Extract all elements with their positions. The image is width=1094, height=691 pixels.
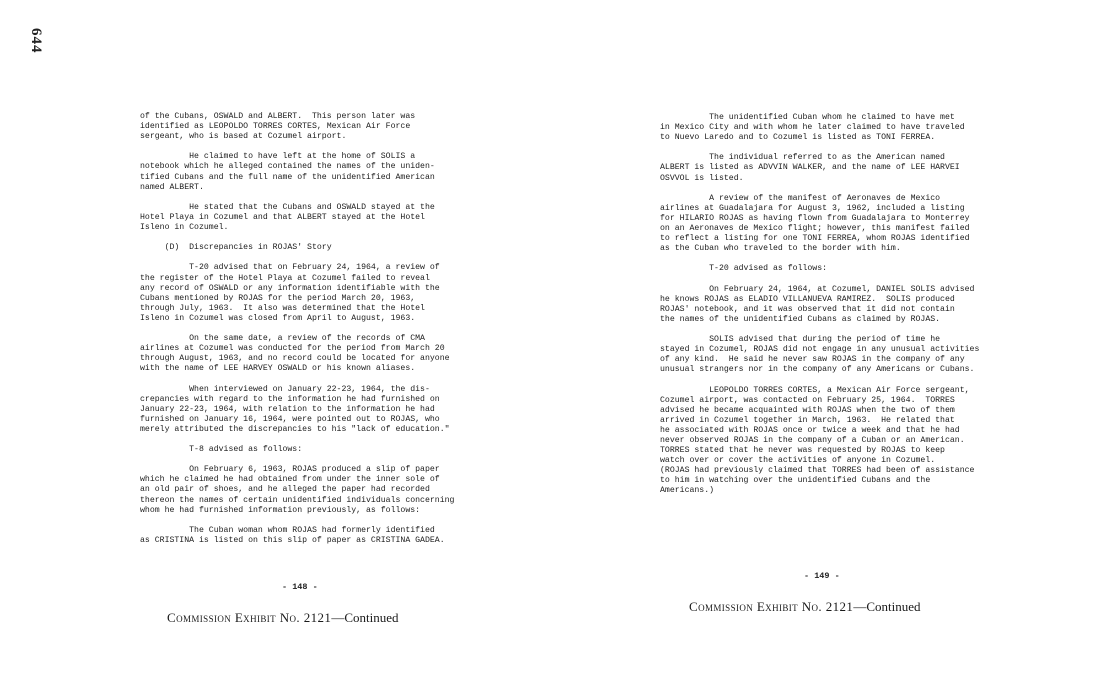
- right-page-number: - 149 -: [804, 571, 840, 581]
- text-line: [660, 375, 1032, 385]
- text-line: arrived in Cozumel together in March, 1963. He related that: [660, 415, 955, 425]
- left-page-body: [140, 112, 510, 546]
- text-line: T-20 advised that on February 24, 1964, a review of: [140, 263, 440, 273]
- text-line: On February 6, 1963, ROJAS produced a slip of paper: [140, 465, 440, 475]
- text-line: an old pair of shoes, and he alleged the paper had recorded: [140, 485, 430, 495]
- left-exhibit-caption: [167, 610, 398, 626]
- volume-page-number: 644: [28, 28, 44, 54]
- text-line: [140, 142, 510, 152]
- text-line: to Nuevo Laredo and to Cozumel is listed as TONI FERREA.: [660, 133, 936, 143]
- text-line: sergeant, who is based at Cozumel airport.: [140, 132, 347, 142]
- text-line: never observed ROJAS in the company of a Cuban or an American.: [660, 436, 965, 445]
- text-line: (ROJAS had previously claimed that TORRES had been of assistance: [660, 466, 975, 476]
- text-line: Hotel Playa in Cozumel and that ALBERT stayed at the Hotel: [140, 212, 425, 222]
- text-line: OSVVOL is listed.: [660, 173, 744, 183]
- text-line: [140, 324, 510, 334]
- text-line: [660, 184, 1032, 194]
- text-line: he knows ROJAS as ELADIO VILLANUEVA RAMIREZ. SOLIS produced: [660, 294, 955, 304]
- text-line: Cubans mentioned by ROJAS for the period March 20, 1963,: [140, 293, 416, 303]
- left-page: [140, 0, 510, 691]
- text-line: notebook which he alleged contained the names of the uniden-: [140, 162, 435, 172]
- text-line: the names of the unidentified Cubans as claimed by ROJAS.: [660, 314, 941, 324]
- text-line: to reflect a listing for one TONI FERREA, whom ROJAS identified: [660, 234, 970, 244]
- text-line: LEOPOLDO TORRES CORTES, a Mexican Air Force sergeant,: [660, 385, 970, 395]
- text-line: When interviewed on January 22-23, 1964, the dis-: [140, 384, 430, 394]
- text-line: furnished on January 16, 1964, were pointed out to ROJAS, who: [140, 414, 440, 424]
- text-line: watch over or cover the activities of anyone in Cozumel.: [660, 456, 936, 466]
- text-line: Isleno in Cozumel was closed from April to August, 1963.: [140, 313, 416, 323]
- text-line: On the same date, a review of the records of CMA: [140, 334, 425, 344]
- text-line: through August, 1963, and no record could be located for anyone: [140, 354, 450, 364]
- text-line: [140, 455, 510, 465]
- text-line: [660, 275, 1032, 285]
- text-line: tified Cubans and the full name of the unidentified American: [140, 172, 435, 182]
- text-line: ROJAS' notebook, and it was observed that it did not contain: [660, 304, 955, 314]
- left-exhibit-label: Commission Exhibit No. 2121: [167, 610, 332, 625]
- right-page-body: [660, 113, 1032, 497]
- text-line: (D) Discrepancies in ROJAS' Story: [140, 243, 332, 253]
- text-line: whom he had furnished information previously, as follows:: [140, 505, 421, 515]
- text-line: A review of the manifest of Aeronaves de Mexico: [660, 193, 941, 203]
- text-line: named ALBERT.: [140, 182, 204, 192]
- text-line: The individual referred to as the American named: [660, 153, 945, 163]
- text-line: The Cuban woman whom ROJAS had formerly identified: [140, 525, 435, 535]
- text-line: The unidentified Cuban whom he claimed to have met: [660, 113, 955, 122]
- text-line: airlines at Guadalajara for August 3, 1962, included a listing: [660, 203, 965, 213]
- text-line: for HILARIO ROJAS as having flown from Guadalajara to Monterrey: [660, 213, 970, 223]
- text-line: as the Cuban who traveled to the border with him.: [660, 244, 901, 254]
- text-line: Isleno in Cozumel.: [140, 223, 229, 233]
- text-line: He claimed to have left at the home of SOLIS a: [140, 152, 416, 162]
- text-line: unusual strangers nor in the company of any Americans or Cubans.: [660, 365, 975, 375]
- text-line: crepancies with regard to the information he had furnished on: [140, 394, 440, 404]
- text-line: [140, 516, 510, 526]
- text-line: Americans.): [660, 486, 715, 496]
- text-line: any record of OSWALD or any information identifiable with the: [140, 283, 440, 293]
- text-line: [140, 253, 510, 263]
- text-line: stayed in Cozumel, ROJAS did not engage in any unusual activities: [660, 345, 980, 355]
- text-line: to him in watching over the unidentified Cubans and the: [660, 476, 931, 486]
- text-line: T-20 advised as follows:: [660, 264, 828, 274]
- text-line: as CRISTINA is listed on this slip of paper as CRISTINA GADEA.: [140, 535, 445, 545]
- text-line: merely attributed the discrepancies to his "lack of education.": [140, 424, 450, 434]
- right-page: [660, 0, 1032, 691]
- text-line: [660, 254, 1032, 264]
- text-line: [660, 143, 1032, 153]
- text-line: with the name of LEE HARVEY OSWALD or his known aliases.: [140, 364, 416, 374]
- text-line: which he claimed he had obtained from under the inner sole of: [140, 475, 440, 485]
- text-line: ALBERT is listed as ADVVIN WALKER, and the name of LEE HARVEI: [660, 163, 960, 173]
- text-line: thereon the names of certain unidentified individuals concerning: [140, 495, 455, 505]
- text-line: through July, 1963. It also was determined that the Hotel: [140, 303, 425, 313]
- left-page-number: - 148 -: [282, 582, 318, 592]
- text-line: he associated with ROJAS once or twice a week and that he had: [660, 425, 960, 435]
- right-exhibit-suffix: —Continued: [853, 599, 921, 614]
- text-line: On February 24, 1964, at Cozumel, DANIEL SOLIS advised: [660, 284, 975, 294]
- text-line: SOLIS advised that during the period of time he: [660, 335, 941, 345]
- text-line: of the Cubans, OSWALD and ALBERT. This person later was: [140, 112, 416, 121]
- text-line: January 22-23, 1964, with relation to the information he had: [140, 404, 435, 414]
- text-line: on an Aeronaves de Mexico flight; however, this manifest failed: [660, 224, 970, 234]
- text-line: TORRES stated that he never was requested by ROJAS to keep: [660, 446, 945, 456]
- text-line: of any kind. He said he never saw ROJAS in the company of any: [660, 355, 965, 365]
- text-line: advised he became acquainted with ROJAS when the two of them: [660, 405, 955, 415]
- text-line: the register of the Hotel Playa at Cozumel failed to reveal: [140, 273, 430, 283]
- text-line: identified as LEOPOLDO TORRES CORTES, Mexican Air Force: [140, 122, 411, 132]
- text-line: airlines at Cozumel was conducted for the period from March 20: [140, 344, 445, 354]
- text-line: [140, 374, 510, 384]
- text-line: [140, 435, 510, 445]
- left-exhibit-suffix: —Continued: [331, 610, 399, 625]
- text-line: [140, 233, 510, 243]
- right-exhibit-label: Commission Exhibit No. 2121: [689, 599, 854, 614]
- text-line: He stated that the Cubans and OSWALD stayed at the: [140, 202, 435, 212]
- text-line: [140, 193, 510, 203]
- right-exhibit-caption: [689, 599, 920, 615]
- text-line: [660, 325, 1032, 335]
- text-line: Cozumel airport, was contacted on February 25, 1964. TORRES: [660, 395, 955, 405]
- text-line: T-8 advised as follows:: [140, 445, 303, 455]
- text-line: in Mexico City and with whom he later claimed to have traveled: [660, 123, 965, 133]
